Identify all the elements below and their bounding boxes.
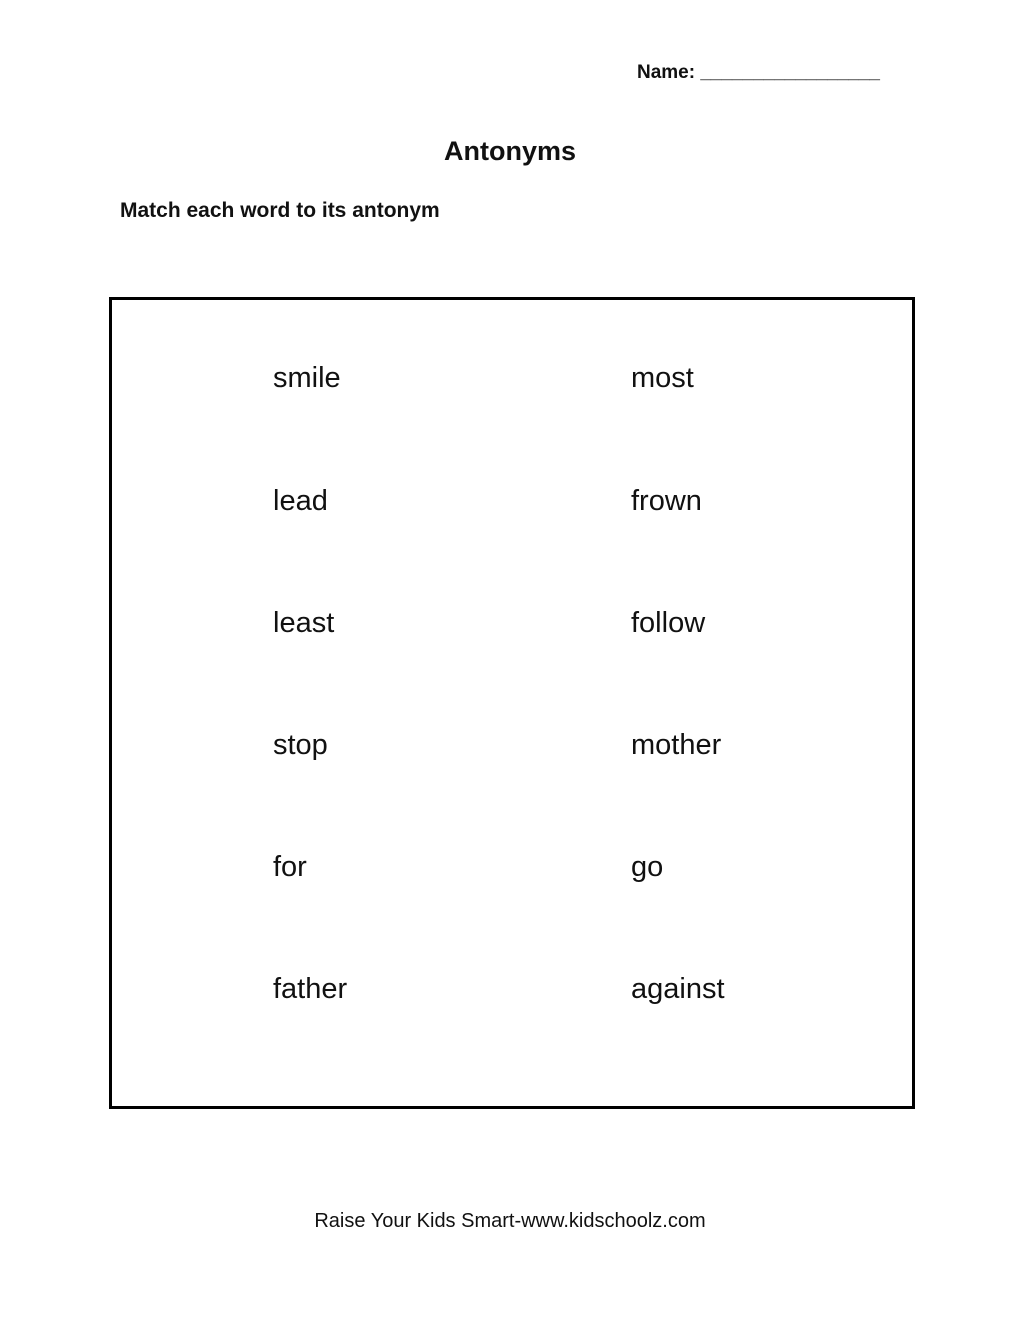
- right-word: go: [631, 851, 664, 883]
- right-word: follow: [631, 607, 706, 639]
- page-title: Antonyms: [443, 136, 576, 166]
- right-word: most: [631, 362, 694, 394]
- left-word: smile: [273, 362, 341, 394]
- right-word: mother: [631, 729, 722, 761]
- word-match-box: [109, 297, 915, 1109]
- instruction-text: Match each word to its antonym: [120, 199, 440, 222]
- name-field-label: Name: _________________: [637, 62, 880, 83]
- footer-credit: Raise Your Kids Smart-www.kidschoolz.com: [314, 1210, 706, 1232]
- left-word: father: [273, 973, 348, 1005]
- right-word: frown: [631, 485, 702, 517]
- left-word: for: [273, 851, 307, 883]
- right-word: against: [631, 973, 725, 1005]
- left-word: lead: [273, 485, 328, 517]
- left-word: least: [273, 607, 335, 639]
- left-word: stop: [273, 729, 328, 761]
